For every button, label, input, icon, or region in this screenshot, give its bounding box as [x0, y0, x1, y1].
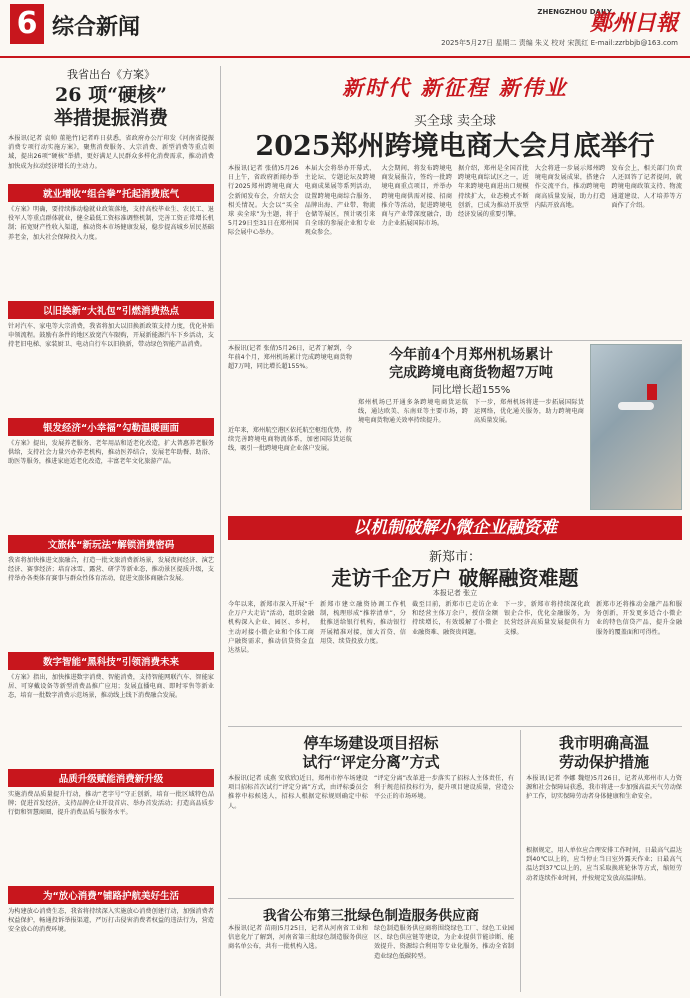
theme-banner [228, 66, 682, 110]
paragraph-culture-tourism: 我省将加快推进文旅融合，打造一批文旅消费新场景，发展夜间经济、演艺经济、赛事经济；培育冰雪、露营、研学等新业态，推动景区提质升级，支持举办各类体育赛事与群众性体育活动，促进文旅体商融合发展。 [8, 557, 214, 583]
airport-subheadline: 同比增长超155% [431, 385, 511, 396]
parking-article-body [228, 774, 514, 892]
column-divider [220, 66, 221, 996]
finance-paragraph-1: 今年以来，新郑市深入开展“千企万户大走访”活动，组织金融机构深入企业、园区、乡村，主动对接小微企业和个体工商户融资需求，推动信贷资金直达基层。 [228, 601, 314, 655]
column-divider [520, 730, 521, 992]
finance-kicker: 新郑市： [428, 550, 481, 565]
green-manufacturing-body [228, 924, 514, 994]
finance-section-title: 以机制破解小微企业融资难 [353, 518, 557, 538]
finance-paragraph-5: 新郑市还将推动金融产品和服务创新，开发更多适合小微企业的特色信贷产品，提升金融服务的覆盖面和可得性。 [596, 601, 682, 636]
finance-paragraph-4: 下一步，新郑市将持续深化政银企合作，优化金融服务，为民营经济高质量发展提供有力支撑。 [504, 601, 590, 636]
airport-paragraph-3: 郑州机场已开通多条跨境电商货运航线，通达欧美、东南亚等主要市场，跨境电商货物通关效率持续提升。 [358, 399, 468, 425]
airport-headline-2: 完成跨境电商货物超7万吨 [389, 365, 553, 381]
green-manufacturing-headline: 我省公布第三批绿色制造服务供应商 [263, 908, 479, 924]
paragraph-silver-economy: 《方案》提出，发展养老服务、老年用品和适老化改造，扩大普惠养老服务供给，支持社会力量兴办养老机构，推动医养结合，发展老年助餐、助浴、助医等服务，推进家庭适老化改造，丰富老年文化旅游产品。 [8, 440, 214, 466]
main-paragraph-4: 据介绍，郑州是全国首批跨境电商综试区之一，近年来跨境电商进出口规模持续扩大，业态模式不断创新，已成为推动开放型经济发展的重要引擎。 [458, 165, 529, 219]
paragraph-quality: 实施消费品质量提升行动，推动“老字号”守正创新，培育一批区域特色品牌；促进首发经济，支持品牌企业开设首店、举办首发活动；打造高品质步行街和智慧商圈，提升消费品质与服务水平。 [8, 791, 214, 817]
airport-paragraph-1: 本报讯(记者 张倩)5月26日，记者了解到，今年前4个月，郑州机场累计完成跨境电商货物超7万吨，同比增长超155%。 [228, 345, 352, 371]
parking-paragraph-1: 本报讯(记者 成燕 安欣欣)近日，郑州市停车场建设项目招标首次试行“评定分离”方式，由评标委员会推荐中标候选人，招标人根据定标规则确定中标人。 [228, 775, 368, 810]
article-kicker: 我省出台《方案》 [67, 68, 155, 81]
airport-cargo-photo [590, 344, 682, 510]
airport-article-mid [358, 398, 584, 510]
page-number: 6 [10, 4, 44, 44]
heat-headline-1: 我市明确高温 [558, 734, 649, 752]
page-header [0, 0, 690, 58]
paragraph-digital: 《方案》指出，加快推进数字消费、智能消费，支持智能网联汽车、智能家居、可穿戴设备等新型消费品推广应用；发展直播电商、即时零售等新业态，培育一批数字消费示范场景，推动线上线下消费融合发展。 [8, 674, 214, 700]
main-paragraph-3: 大会期间，将发布跨境电商发展报告，签约一批跨境电商重点项目，并举办跨境电商供需对接、招商推介等活动，促进跨境电商与产业带深度融合，助力企业拓展国际市场。 [381, 165, 453, 228]
section-title: 综合新闻 [52, 14, 141, 40]
main-kicker: 买全球 卖全球 [413, 114, 497, 129]
parking-headline-1: 停车场建设项目招标 [303, 734, 439, 752]
heat-paragraph-2: 根据规定，用人单位应合理安排工作时间，日最高气温达到40℃以上的，应当停止当日室外露天作业；日最高气温达到37℃以上的，应当采取换班轮休等方式，缩短劳动者连续作业时间，并按规定发放高温津贴。 [526, 847, 682, 882]
main-paragraph-5: 大会将进一步展示郑州跨境电商发展成果，搭建合作交流平台，推动跨境电商高质量发展，助力打造内陆开放高地。 [534, 165, 606, 209]
heat-headline-2: 劳动保护措施 [558, 753, 649, 771]
green-paragraph-2: 绿色制造服务供应商将围绕绿色工厂、绿色工业园区、绿色供应链等建设，为企业提供节能诊断、能效提升、资源综合利用等专业化服务，推动全省制造业绿色低碳转型。 [374, 925, 514, 960]
divider-line [228, 898, 514, 899]
subheading-consumer-protection: 为“放心消费”铺路护航美好生活 [8, 886, 214, 904]
main-paragraph-6: 发布会上，相关部门负责人还回答了记者提问，就跨境电商政策支持、物流通道建设、人才培养等方面作了介绍。 [611, 165, 683, 209]
parking-headline-2: 试行“评定分离”方式 [302, 753, 440, 771]
plane-tail-shape [647, 384, 657, 400]
paragraph-trade-in: 针对汽车、家电等大宗消费，我省将加大以旧换新政策支持力度，优化补贴申领流程。鼓励有条件的地区放宽汽车限购，开展新能源汽车下乡活动，支持老旧电梯、家装厨卫、电动自行车以旧换新，带动绿色智能产品消费。 [8, 323, 214, 349]
subheading-quality: 品质升级赋能消费新升级 [8, 769, 214, 787]
finance-headline: 走访千企万户 破解融资难题 [331, 566, 579, 590]
finance-article-body [228, 600, 682, 720]
article-title-line2: 举措提振消费 [53, 107, 168, 129]
left-column-article [8, 66, 214, 996]
paragraph-consumer-protection: 为构建放心消费生态，我省将持续深入实施放心消费创建行动，加强消费者权益保护，畅通投诉举报渠道，严厉打击侵害消费者权益的违法行为，营造安全放心的消费环境。 [8, 908, 214, 934]
airport-article-left [228, 344, 352, 510]
main-paragraph-1: 本报讯(记者 张倩)5月26日上午，省政府新闻办举行2025郑州跨境电商大会新闻发布会，介绍大会相关情况。大会以“买全球 卖全球”为主题，将于5月29日至31日在郑州国际会展中心举办。 [228, 165, 299, 237]
divider-line [228, 340, 682, 341]
airport-headline-1: 今年前4个月郑州机场累计 [389, 347, 553, 363]
finance-byline: 本报记者 张立 [432, 589, 478, 597]
banner-title: 新时代 新征程 新伟业 [342, 75, 568, 100]
lead-paragraph: 本报讯(记者 袁帅 董艳竹)记者昨日获悉，省政府办公厅印发《河南省提振消费专项行动实施方案》，聚焦消费服务、大宗消费、新型消费等重点领域，提出26项“硬核”举措，更好满足人民群众多样化消费需求，推动消费加快成为拉动经济增长的主动力。 [8, 135, 214, 170]
subheading-silver-economy: 银发经济“小幸福”勾勒温暖画面 [8, 418, 214, 436]
airport-paragraph-2: 近年来，郑州航空港区依托航空枢纽优势，持续完善跨境电商物流体系，加密国际货运航线，吸引一批跨境电商企业落户发展。 [228, 427, 352, 453]
green-paragraph-1: 本报讯(记者 苗雨)5月25日，记者从河南省工业和信息化厅了解到，河南省第三批绿色制造服务供应商名单公布，共有一批机构入选。 [228, 925, 368, 951]
main-paragraph-2: 本届大会将举办开幕式、主论坛、专题论坛及跨境电商成果展等系列活动，设置跨境电商综合服务、品牌出海、产业带、物流仓储等展区，预计吸引来自全球的参展企业和专业观众参会。 [304, 165, 376, 237]
main-article-body [228, 164, 682, 336]
subheading-trade-in: 以旧换新“大礼包”引燃消费热点 [8, 301, 214, 319]
airport-paragraph-4: 下一步，郑州机场将进一步拓展国际货运网络，优化通关服务，助力跨境电商高质量发展。 [474, 399, 584, 425]
plane-shape [618, 402, 654, 410]
subheading-digital: 数字智能“黑科技”引领消费未来 [8, 652, 214, 670]
finance-paragraph-2: 新郑市建立融资协调工作机制，梳理形成“推荐清单”，分批推送给银行机构，推动银行开展精准对接，加大首贷、信用贷、续贷投放力度。 [320, 601, 406, 645]
parking-paragraph-2: “评定分离”改革进一步落实了招标人主体责任，有利于规范招投标行为，提升项目建设质量，营造公平公正的市场环境。 [374, 775, 514, 801]
divider-line [228, 726, 682, 727]
finance-section-bar [228, 516, 682, 540]
subheading-employment: 就业增收“组合拳”托起消费底气 [8, 184, 214, 202]
subheading-culture-tourism: 文旅体“新玩法”解锁消费密码 [8, 535, 214, 553]
finance-paragraph-3: 截至目前，新郑市已走访企业和经营主体万余户，授信金额持续增长，有效缓解了小微企业融资难、融资贵问题。 [412, 601, 498, 636]
masthead-english: ZHENGZHOU DAILY [537, 8, 612, 16]
masthead-logo: 鄭州日報 [589, 10, 678, 36]
heat-paragraph-1: 本报讯(记者 李娜 魏煜)5月26日，记者从郑州市人力资源和社会保障局获悉，我市将进一步加强高温天气劳动保护工作，切实保障劳动者身体健康和生命安全。 [526, 775, 682, 801]
paragraph-employment: 《方案》明确，要持续推动稳就业政策落地，支持高校毕业生、农民工、退役军人等重点群体就业，健全最低工资标准调整机制，完善工资正常增长机制；拓宽财产性收入渠道，推动资本市场健康发展，稳步提高城乡居民基础养老金，加大社会保障投入力度。 [8, 206, 214, 241]
main-headline: 2025郑州跨境电商大会月底举行 [255, 131, 655, 162]
article-title-line1: 26 项“硬核” [55, 84, 167, 106]
dateline: 2025年5月27日 星期二 责编 朱义 校对 宋凯红 E-mail:zzrbbjb@163.com [441, 39, 678, 47]
